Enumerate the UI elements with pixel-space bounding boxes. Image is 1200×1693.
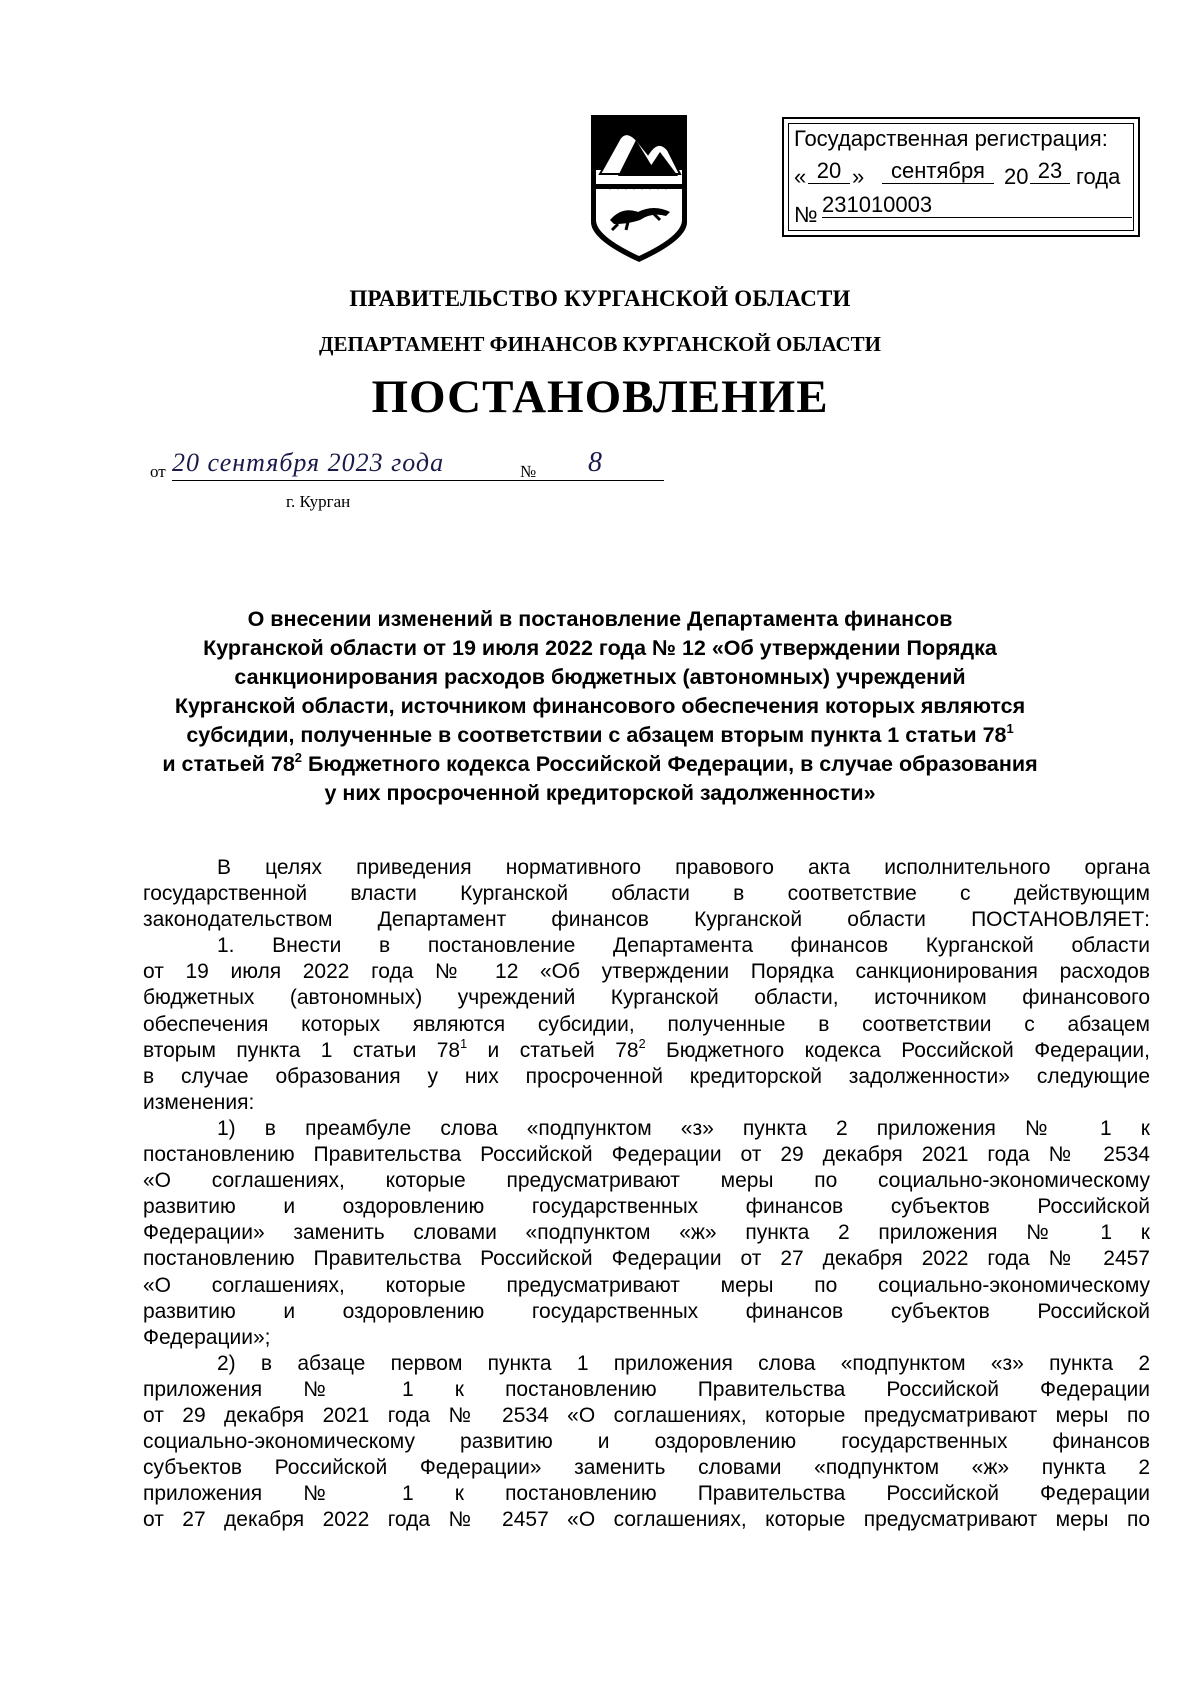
issue-line — [150, 448, 650, 508]
document-type-heading: ПОСТАНОВЛЕНИЕ — [371, 371, 829, 423]
handwritten-date: 20 сентября 2023 года — [172, 448, 664, 481]
body-line: бюджетных (автономных) учреждений Курганской области, источником финансового — [143, 986, 1150, 1010]
body-line: приложения № 1 к постановлению Правительства Российской Федерации — [143, 1482, 1150, 1506]
coat-of-arms-emblem — [588, 112, 690, 264]
registration-number-row — [794, 192, 1134, 227]
body-line: обеспечения которых являются субсидии, полученные в соответствии с абзацем — [143, 1012, 1150, 1036]
body-line: постановлению Правительства Российской Федерации от 29 декабря 2021 года № 2534 — [143, 1143, 1150, 1167]
title-line: и статьей $78^2$ Бюджетного кодекса Российской Федерации, в случае образования — [162, 749, 1038, 776]
body-line: постановлению Правительства Российской Федерации от 27 декабря 2022 года № 2457 — [143, 1247, 1150, 1271]
registration-date: « 20 » сентября 20 23 года — [794, 158, 1121, 189]
body-line: Федерации» заменить словами «подпунктом «ж» пункта 2 приложения № 1 к — [143, 1221, 1150, 1245]
body-line: развитию и оздоровлению государственных финансов субъектов Российской — [143, 1195, 1150, 1219]
government-name: ПРАВИТЕЛЬСТВО КУРГАНСКОЙ ОБЛАСТИ — [349, 286, 851, 311]
registration-number-label: № — [794, 202, 818, 227]
title-line: санкционирования расходов бюджетных (автономных) учреждений — [234, 665, 966, 689]
body-line: Федерации»; — [143, 1325, 271, 1349]
body-line: 1. Внести в постановление Департамента финансов Курганской области — [217, 934, 1150, 958]
registration-year-suffix: 23 — [1030, 159, 1070, 184]
body-line: от 19 июля 2022 года № 12 «Об утверждении Порядка санкционирования расходов — [143, 960, 1150, 984]
body-line: приложения № 1 к постановлению Правительства Российской Федерации — [143, 1377, 1150, 1401]
body-line: социально-экономическому развитию и оздоровлению государственных финансов — [143, 1430, 1150, 1454]
registration-label: Государственная регистрация: — [794, 126, 1108, 151]
body-line: 1) в преамбуле слова «подпунктом «з» пункта 2 приложения № 1 к — [217, 1116, 1150, 1140]
body-line: «О соглашениях, которые предусматривают меры по социально-экономическому — [143, 1273, 1150, 1297]
body-line: изменения: — [143, 1090, 255, 1114]
handwritten-number: 8 — [545, 448, 645, 481]
city-label: г. Курган — [286, 492, 351, 511]
body-line: законодательством Департамент финансов Курганской области ПОСТАНОВЛЯЕТ: — [143, 908, 1150, 932]
body-line: «О соглашениях, которые предусматривают меры по социально-экономическому — [143, 1169, 1150, 1193]
document-title — [140, 605, 1060, 808]
registration-year-word: года — [1076, 164, 1121, 189]
body-line: от 29 декабря 2021 года № 2534 «О соглашениях, которые предусматривают меры по — [143, 1403, 1150, 1427]
title-line: Курганской области от 19 июля 2022 года № 12 «Об утверждении Порядка — [203, 636, 997, 660]
title-line: у них просроченной кредиторской задолженности» — [324, 781, 876, 805]
body-line: вторым пункта 1 статьи $78^1$ и статьей $78^2$ Бюджетного кодекса Российской Федерации, — [143, 1036, 1150, 1062]
body-line: от 27 декабря 2022 года № 2457 «О соглашениях, которые предусматривают меры по — [143, 1508, 1150, 1532]
registration-month: сентября — [882, 159, 994, 184]
registration-day: 20 — [808, 159, 850, 184]
department-name: ДЕПАРТАМЕНТ ФИНАНСОВ КУРГАНСКОЙ ОБЛАСТИ — [319, 332, 881, 356]
body-line: в случае образования у них просроченной кредиторской задолженности» следующие — [143, 1064, 1150, 1088]
body-line: государственной власти Курганской области в соответствие с действующим — [143, 882, 1150, 906]
document-body — [143, 855, 1150, 1533]
body-line: развитию и оздоровлению государственных финансов субъектов Российской — [143, 1299, 1150, 1323]
title-line: Курганской области, источником финансового обеспечения которых являются — [174, 694, 1026, 718]
body-line: 2) в абзаце первом пункта 1 приложения слова «подпунктом «з» пункта 2 — [217, 1351, 1150, 1375]
title-line: О внесении изменений в постановление Департамента финансов — [247, 607, 953, 631]
from-label: от — [150, 462, 166, 481]
title-line: субсидии, полученные в соответствии с абзацем вторым пункта 1 статьи $78^1$ — [186, 720, 1014, 747]
registration-stamp — [782, 117, 1140, 237]
number-label: № — [520, 462, 537, 481]
body-line: В целях приведения нормативного правового акта исполнительного органа — [217, 856, 1150, 879]
body-line: субъектов Российской Федерации» заменить словами «подпунктом «ж» пункта 2 — [143, 1456, 1150, 1480]
registration-number: 231010003 — [822, 193, 1132, 218]
registration-year-prefix: 20 — [1004, 164, 1029, 189]
